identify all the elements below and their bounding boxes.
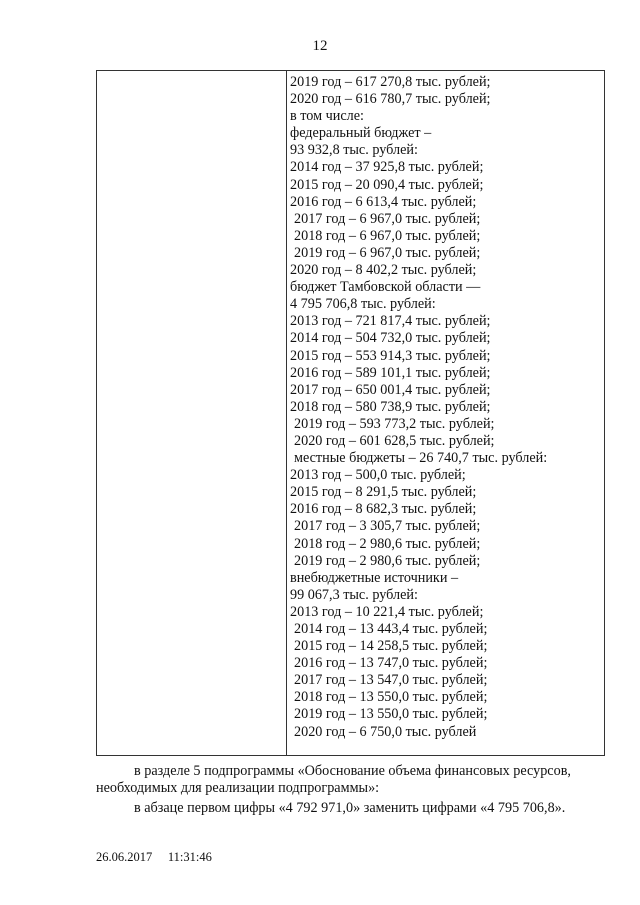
table-column-divider — [286, 70, 287, 756]
footer-date: 26.06.2017 — [96, 850, 153, 864]
table-line: внебюджетные источники – — [290, 569, 459, 586]
table-line: 2013 год – 721 817,4 тыс. рублей; — [290, 313, 491, 330]
table-line: местные бюджеты – 26 740,7 тыс. рублей: — [294, 450, 548, 467]
table-line: 2016 год – 6 613,4 тыс. рублей; — [290, 193, 477, 210]
table-line: 2019 год – 13 550,0 тыс. рублей; — [294, 706, 488, 723]
table-line: бюджет Тамбовской области — — [290, 279, 481, 296]
table-line: 2018 год – 2 980,6 тыс. рублей; — [294, 535, 481, 552]
table-line: 2013 год – 10 221,4 тыс. рублей; — [290, 603, 484, 620]
table-line: 2017 год – 6 967,0 тыс. рублей; — [294, 210, 481, 227]
table-line: 2016 год – 589 101,1 тыс. рублей; — [290, 364, 491, 381]
table-line: 2018 год – 580 738,9 тыс. рублей; — [290, 398, 491, 415]
table-line: 2020 год – 616 780,7 тыс. рублей; — [290, 91, 491, 108]
table-line: 2020 год – 6 750,0 тыс. рублей — [294, 723, 477, 740]
table-line: 2018 год – 6 967,0 тыс. рублей; — [294, 227, 481, 244]
table-line: 2014 год – 504 732,0 тыс. рублей; — [290, 330, 491, 347]
table-line: в том числе: — [290, 108, 364, 125]
table-line: 2020 год – 601 628,5 тыс. рублей; — [294, 432, 495, 449]
table-line: 93 932,8 тыс. рублей: — [290, 142, 418, 159]
table-line: 2017 год – 650 001,4 тыс. рублей; — [290, 381, 491, 398]
table-line: 2017 год – 3 305,7 тыс. рублей; — [294, 518, 481, 535]
table-line: 2015 год – 14 258,5 тыс. рублей; — [294, 638, 488, 655]
table-line: 2019 год – 617 270,8 тыс. рублей; — [290, 74, 491, 90]
table-line: 2016 год – 8 682,3 тыс. рублей; — [290, 501, 477, 518]
table-line: 2019 год – 593 773,2 тыс. рублей; — [294, 415, 495, 432]
table-line: 2015 год – 20 090,4 тыс. рублей; — [290, 176, 484, 193]
table-line: 2020 год – 8 402,2 тыс. рублей; — [290, 262, 477, 279]
table-line: федеральный бюджет – — [290, 125, 432, 142]
table-line: 2014 год – 13 443,4 тыс. рублей; — [294, 621, 488, 637]
table-line: 2013 год – 500,0 тыс. рублей; — [290, 467, 466, 484]
footer-time: 11:31:46 — [167, 850, 212, 864]
table-line: 2015 год – 553 914,3 тыс. рублей; — [290, 347, 491, 364]
table-line: 2014 год – 37 925,8 тыс. рублей; — [290, 159, 484, 176]
table-line: 2017 год – 13 547,0 тыс. рублей; — [294, 672, 488, 689]
table-line: 2019 год – 6 967,0 тыс. рублей; — [294, 244, 481, 261]
table-line: 2015 год – 8 291,5 тыс. рублей; — [290, 484, 477, 501]
table-right-cell — [290, 74, 600, 741]
table-line: 99 067,3 тыс. рублей: — [290, 586, 418, 603]
table-line: 2016 год – 13 747,0 тыс. рублей; — [294, 655, 488, 672]
paragraph-replace-figures: в абзаце первом цифры «4 792 971,0» заменить цифрами «4 795 706,8». — [134, 800, 566, 816]
table-line: 4 795 706,8 тыс. рублей: — [290, 296, 436, 313]
paragraph-section5-cont: необходимых для реализации подпрограммы»: — [96, 780, 380, 796]
table-line: 2018 год – 13 550,0 тыс. рублей; — [294, 689, 488, 706]
page-number: 12 — [312, 38, 328, 54]
table-line: 2019 год – 2 980,6 тыс. рублей; — [294, 552, 481, 569]
paragraph-section5: в разделе 5 подпрограммы «Обоснование объема финансовых ресурсов, — [134, 763, 571, 779]
footer-timestamp — [96, 850, 212, 865]
